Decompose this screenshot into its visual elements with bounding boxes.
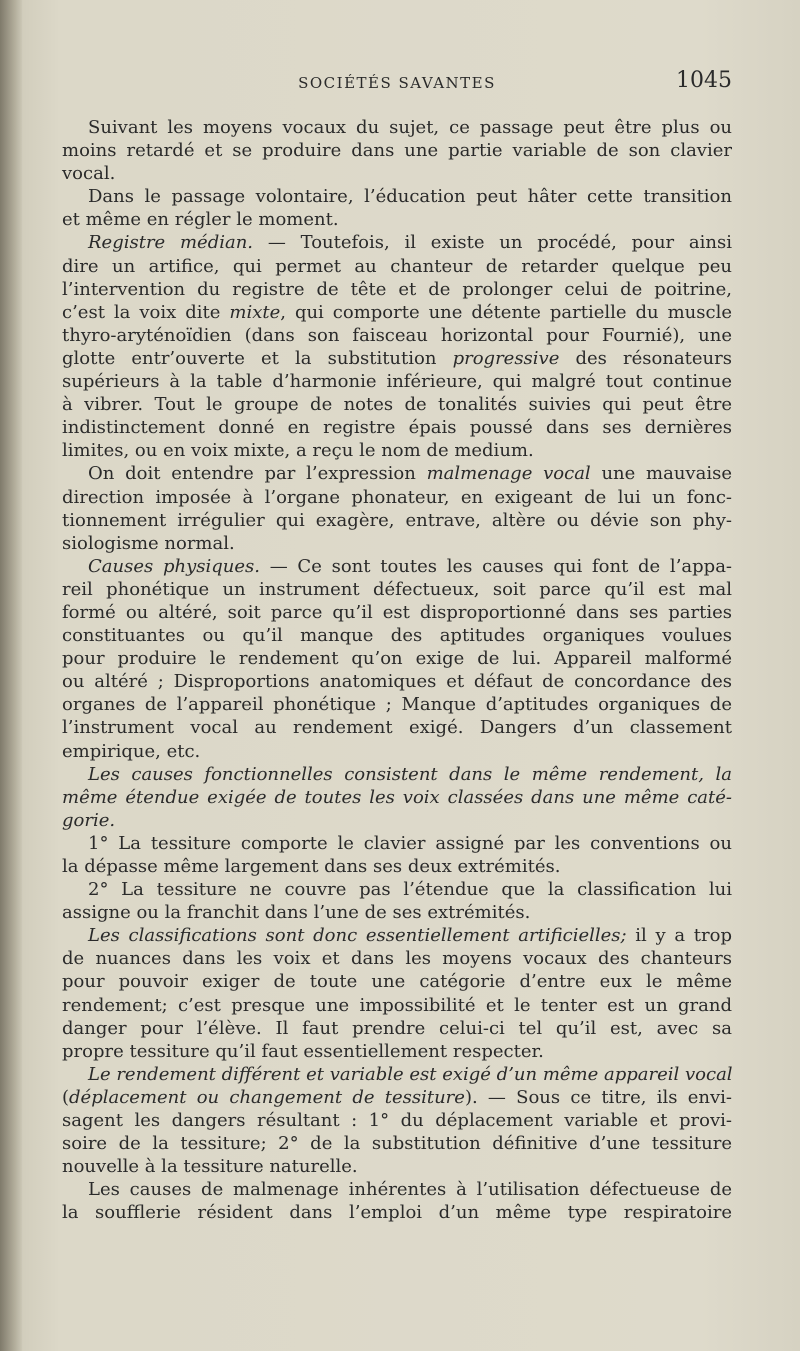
text-line: formé ou altéré, soit parce qu’il est disproportionné dans ses parties	[62, 601, 732, 623]
italic-text: Causes physiques.	[88, 555, 260, 577]
text-line: moins retardé et se produire dans une partie variable de son clavier	[62, 140, 732, 162]
text-segment: On doit entendre par l’expression	[88, 463, 427, 485]
italic-text: déplacement ou changement de tessiture	[69, 1086, 465, 1108]
text-line: ou altéré ; Disproportions anatomiques et défaut de concordance des	[62, 671, 732, 693]
text-line: l’instrument vocal au rendement exigé. Dangers d’un classement	[62, 717, 732, 739]
text-line: 2° La tessiture ne couvre pas l’étendue que la classification lui	[88, 879, 732, 901]
text-line: la soufflerie résident dans l’emploi d’un même type respiratoire	[62, 1202, 732, 1224]
text-line: direction imposée à l’organe phonateur, en exigeant de lui un fonc-	[62, 486, 732, 508]
text-line	[62, 1063, 732, 1086]
text-line	[62, 231, 732, 254]
text-segment: glotte entr’ouverte et la substitution	[62, 347, 453, 369]
text-line	[62, 786, 732, 809]
text-line	[62, 924, 732, 947]
text-line: de nuances dans les voix et dans les moyens vocaux des chanteurs	[62, 948, 732, 970]
text-line	[62, 763, 732, 786]
text-segment: , qui comporte une détente partielle du muscle	[280, 301, 732, 323]
text-segment: des résonateurs	[559, 347, 732, 369]
text-line	[62, 555, 732, 578]
text-line	[62, 1086, 732, 1109]
italic-text: Les causes fonctionnelles consistent dans le même rendement, la	[88, 763, 732, 785]
text-line: la dépasse même largement dans ses deux extrémités.	[62, 856, 561, 877]
italic-text: Les classifications sont donc essentiellement artificielles;	[88, 925, 627, 947]
text-line: Dans le passage volontaire, l’éducation peut hâter cette transition	[88, 186, 732, 208]
header-title: SOCIÉTÉS SAVANTES	[298, 74, 496, 92]
italic-text: mixte	[229, 301, 281, 323]
text-line: soire de la tessiture; 2° de la substitution définitive d’une tessiture	[62, 1133, 732, 1155]
text-line: limites, ou en voix mixte, a reçu le nom de medium.	[62, 440, 534, 462]
text-line	[62, 347, 732, 370]
text-line: pour produire le rendement qu’on exige de lui. Appareil malformé	[62, 648, 732, 670]
text-line: assigne ou la franchit dans l’une de ses extrémités.	[62, 902, 531, 924]
text-segment: — Toutefois, il existe un procédé, pour ainsi	[253, 232, 732, 254]
italic-text: malmenage vocal	[426, 463, 591, 485]
text-line: constituantes ou qu’il manque des aptitudes organiques voulues	[62, 625, 732, 647]
text-line: rendement; c’est presque une impossibilité et le tenter est un grand	[62, 994, 732, 1016]
running-header	[62, 64, 732, 104]
text-segment: — Ce sont toutes les causes qui font de l’appa-	[259, 555, 733, 577]
body-text	[62, 116, 732, 1225]
book-spine-shadow	[0, 0, 22, 1351]
italic-text: Le rendement différent et variable est exigé d’un même appareil vocal	[88, 1063, 733, 1085]
text-line: propre tessiture qu’il faut essentiellement respecter.	[62, 1040, 544, 1062]
text-line: reil phonétique un instrument défectueux, soit parce qu’il est mal	[62, 578, 732, 600]
text-line: Les causes de malmenage inhérentes à l’utilisation défectueuse de	[88, 1179, 732, 1201]
page-number: 1045	[676, 68, 732, 93]
text-line: empirique, etc.	[62, 740, 201, 762]
text-line: à vibrer. Tout le groupe de notes de tonalités suivies qui peut être	[62, 394, 732, 416]
text-segment: (	[62, 1086, 70, 1108]
text-line: organes de l’appareil phonétique ; Manque d’aptitudes organiques de	[62, 694, 732, 716]
italic-text: même étendue exigée de toutes les voix classées dans une même caté-	[62, 786, 732, 808]
text-line: nouvelle à la tessiture naturelle.	[62, 1156, 358, 1178]
text-line: danger pour l’élève. Il faut prendre celui-ci tel qu’il est, avec sa	[62, 1017, 732, 1039]
text-line	[62, 809, 732, 832]
text-line: pour pouvoir exiger de toute une catégorie d’entre eux le même	[62, 971, 732, 993]
text-line: indistinctement donné en registre épais poussé dans ses dernières	[62, 417, 732, 439]
text-line: supérieurs à la table d’harmonie inférieure, qui malgré tout continue	[62, 371, 732, 393]
text-line: sagent les dangers résultant : 1° du déplacement variable et provi-	[62, 1110, 732, 1132]
text-line: l’intervention du registre de tête et de prolonger celui de poitrine,	[62, 278, 732, 300]
text-line	[62, 301, 732, 324]
text-line	[62, 462, 732, 485]
text-line: Suivant les moyens vocaux du sujet, ce passage peut être plus ou	[88, 117, 732, 138]
text-segment: une mauvaise	[590, 463, 732, 485]
text-line: vocal.	[62, 163, 116, 185]
text-segment: il y a trop	[626, 925, 732, 947]
text-line: thyro-aryténoïdien (dans son faisceau horizontal pour Fournié), une	[62, 324, 732, 346]
italic-text: gorie.	[62, 809, 116, 831]
italic-text: Registre médian.	[88, 232, 254, 254]
text-segment: c’est la voix dite	[62, 301, 230, 323]
text-segment: ). — Sous ce titre, ils envi-	[464, 1086, 732, 1108]
text-line: 1° La tessiture comporte le clavier assigné par les conventions ou	[88, 832, 732, 854]
text-line: dire un artifice, qui permet au chanteur de retarder quelque peu	[62, 255, 732, 277]
text-line: tionnement irrégulier qui exagère, entrave, altère ou dévie son phy-	[62, 509, 732, 531]
text-line: siologisme normal.	[62, 532, 235, 554]
text-line: et même en régler le moment.	[62, 209, 339, 231]
italic-text: progressive	[452, 347, 560, 369]
